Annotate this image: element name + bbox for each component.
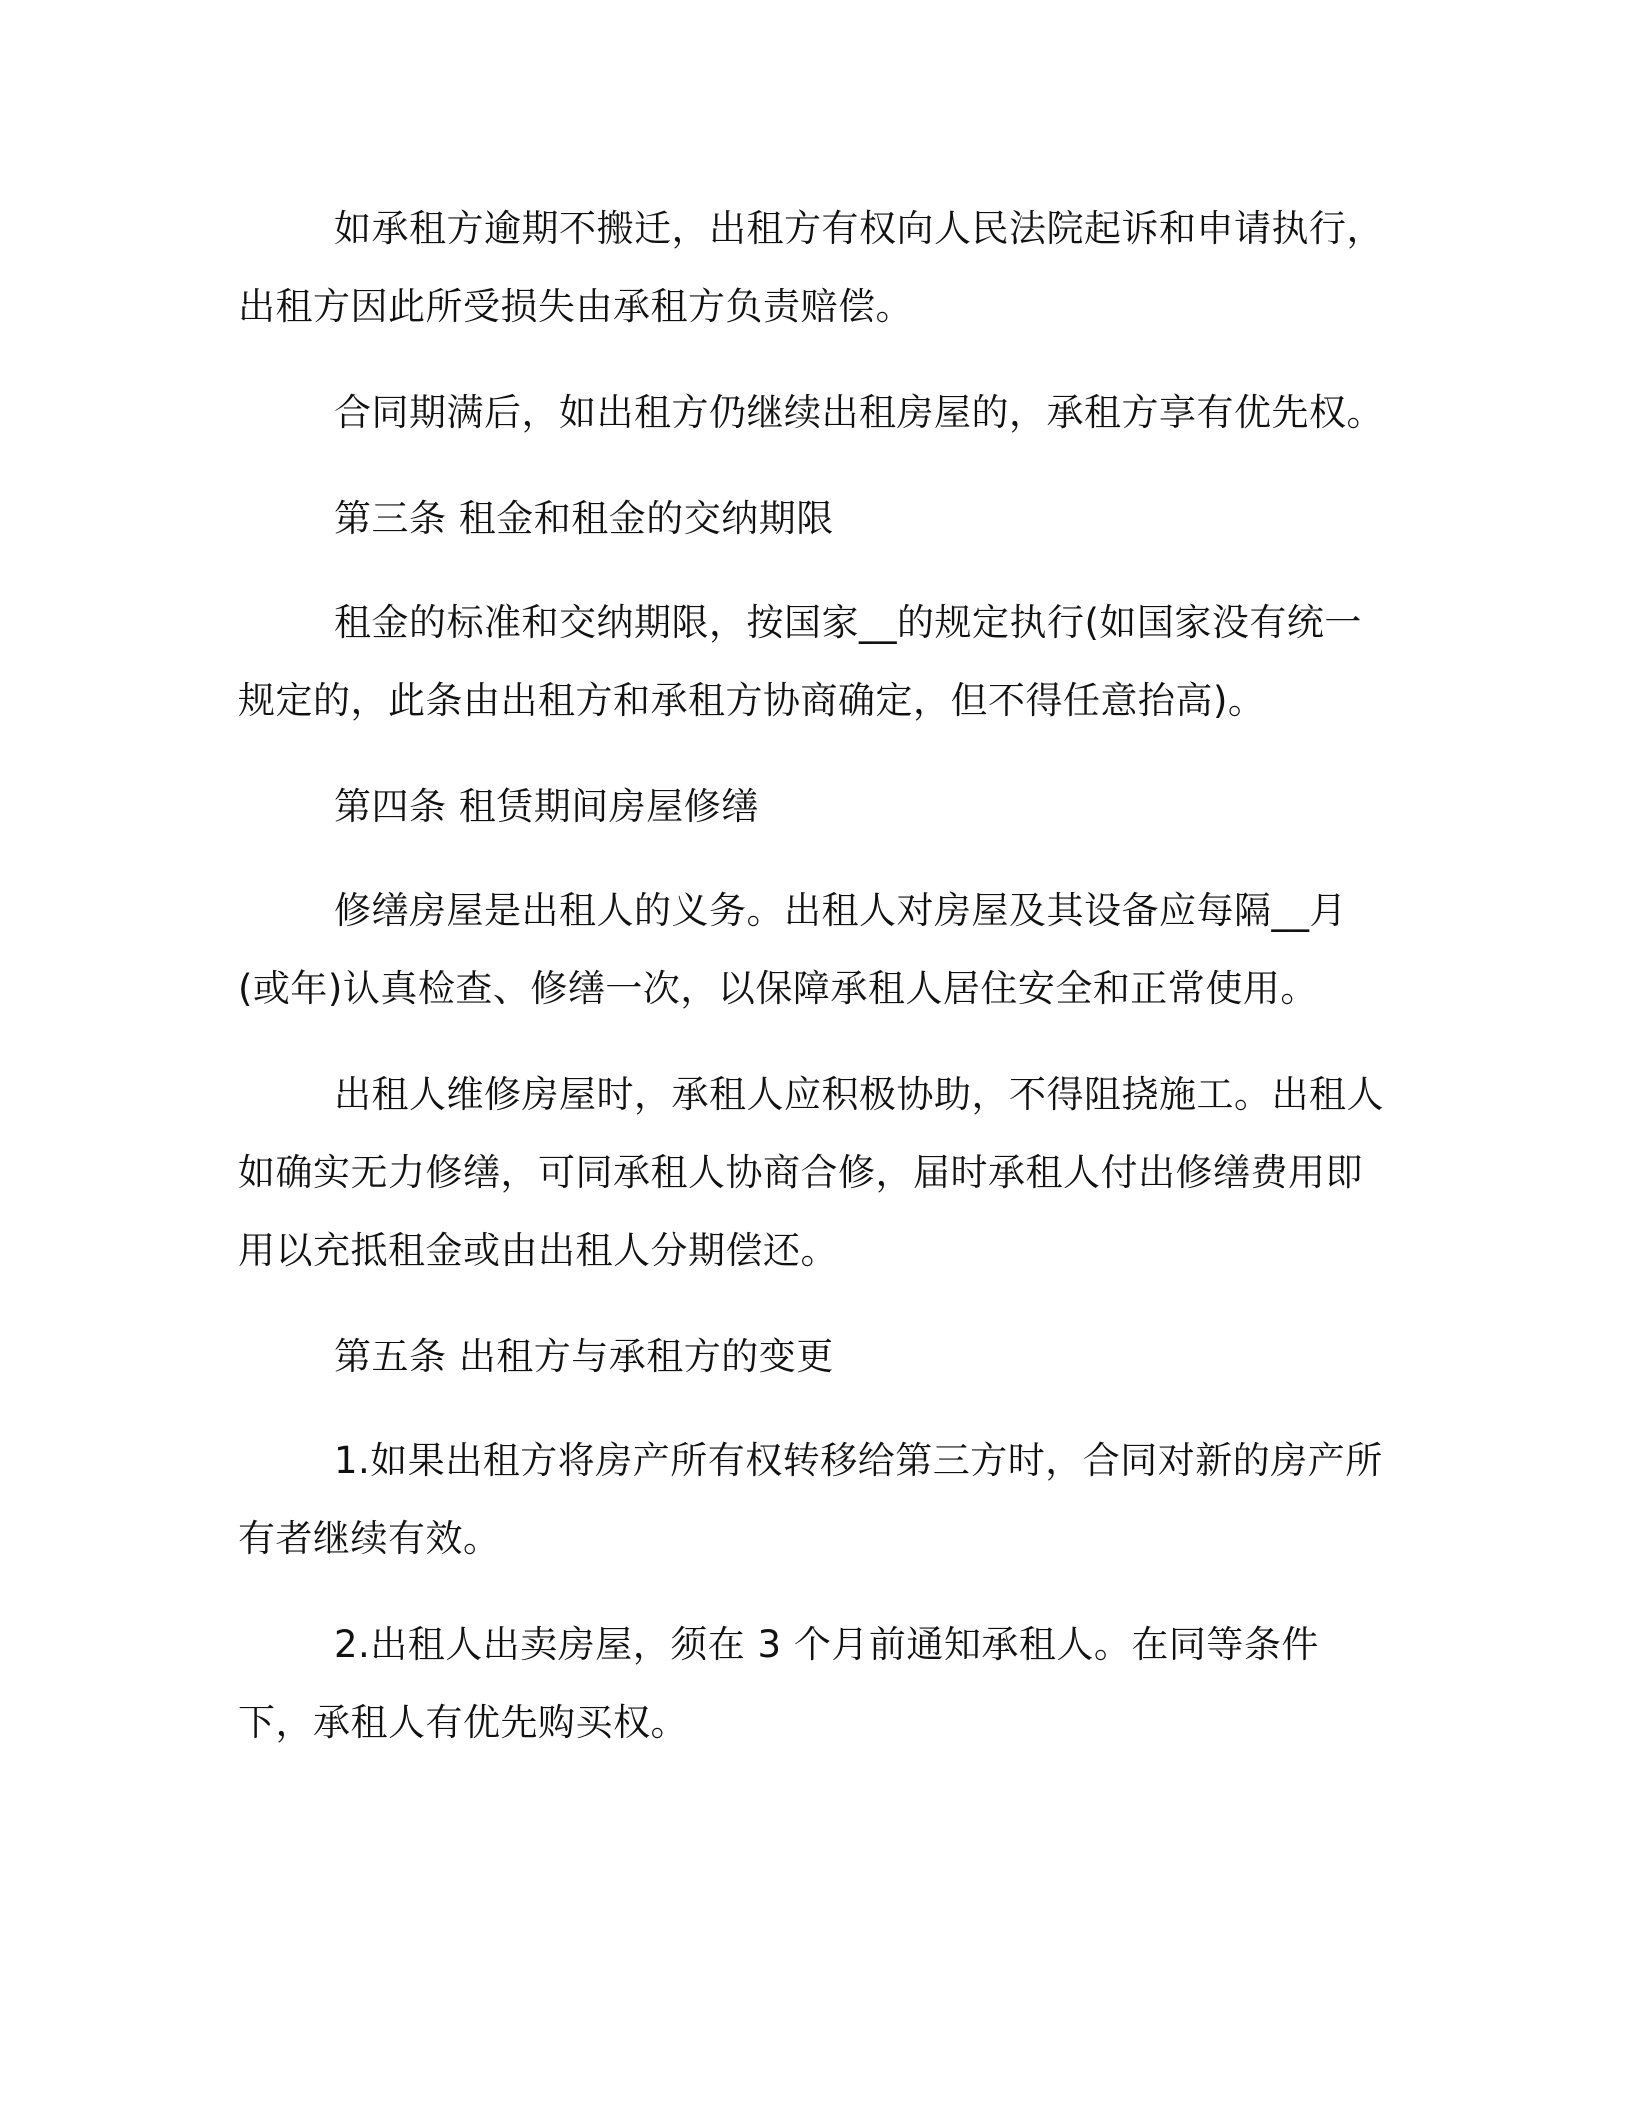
paragraph-repair-duty: 修缮房屋是出租人的义务。出租人对房屋及其设备应每隔__月(或年)认真检查、修缮一次，以保障承租人居住安全和正常使用。	[238, 889, 1347, 1010]
paragraph-rent-standard: 租金的标准和交纳期限，按国家__的规定执行(如国家没有统一规定的，此条由出租方和承租方协商确定，但不得任意抬高)。	[238, 601, 1362, 722]
paragraph-repair-cooperation: 出租人维修房屋时，承租人应积极协助，不得阻挠施工。出租人如确实无力修缮，可同承租人协商合修，届时承租人付出修缮费用即用以充抵租金或由出租人分期偿还。	[238, 1073, 1384, 1272]
paragraph-priority-renewal: 合同期满后，如出租方仍继续出租房屋的，承租方享有优先权。	[334, 391, 1384, 434]
section-heading-article-5: 第五条 出租方与承租方的变更	[334, 1335, 834, 1378]
paragraph-ownership-transfer: 1.如果出租方将房产所有权转移给第三方时，合同对新的房产所有者继续有效。	[238, 1439, 1383, 1560]
paragraph-sale-notice: 2.出租人出卖房屋，须在 3 个月前通知承租人。在同等条件下，承租人有优先购买权。	[238, 1623, 1319, 1744]
document-body	[238, 190, 1388, 1790]
paragraph-eviction-penalty: 如承租方逾期不搬迁，出租方有权向人民法院起诉和申请执行，出租方因此所受损失由承租方负责赔偿。	[238, 207, 1384, 328]
section-heading-article-4: 第四条 租赁期间房屋修缮	[334, 785, 759, 828]
section-heading-article-3: 第三条 租金和租金的交纳期限	[334, 497, 834, 540]
